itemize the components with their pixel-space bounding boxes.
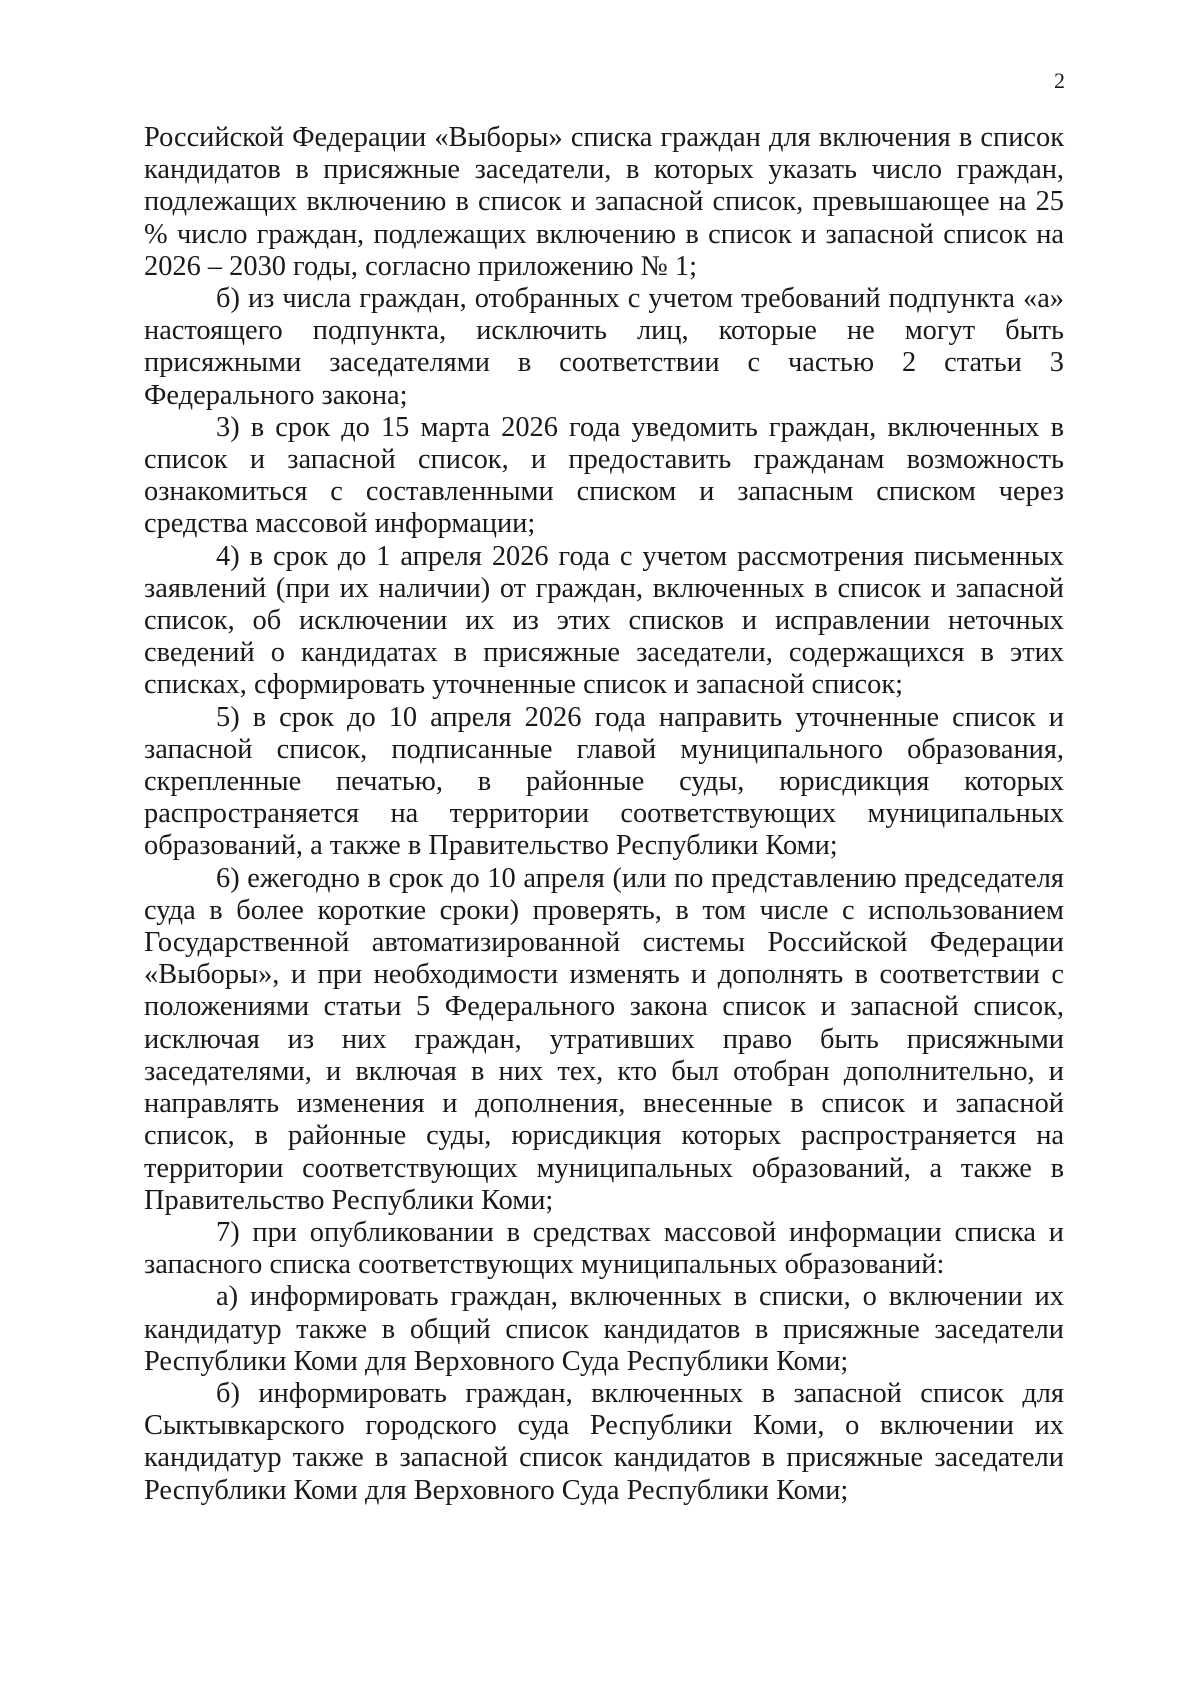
paragraph-item-4: 4) в срок до 1 апреля 2026 года с учетом рассмотрения письменных заявлений (при их наличии) от граждан, включенных в список и запасной список, об исключении их из этих списков и исправлении неточных сведений о кандидатах в присяжные заседатели, содержащихся в этих списках, сформировать уточненные список и запасной список; [144,540,1064,701]
paragraph-item-3: 3) в срок до 15 марта 2026 года уведомить граждан, включенных в список и запасной список, и предоставить гражданам возможность ознакомиться с составленными списком и запасным списком через средства массовой информации; [144,411,1064,540]
paragraph-item-7: 7) при опубликовании в средствах массовой информации списка и запасного списка соответствующих муниципальных образований: [144,1216,1064,1281]
paragraph-item-7-b: б) информировать граждан, включенных в запасной список для Сыктывкарского городского суда Республики Коми, о включении их кандидатур также в запасной список кандидатов в присяжные заседатели Республики Коми для Верховного Суда Республики Коми; [144,1377,1064,1506]
paragraph-item-5: 5) в срок до 10 апреля 2026 года направить уточненные список и запасной список, подписанные главой муниципального образования, скрепленные печатью, в районные суды, юрисдикция которых распространяется на территории соответствующих муниципальных образований, а также в Правительство Республики Коми; [144,701,1064,862]
paragraph-item-7-a: а) информировать граждан, включенных в списки, о включении их кандидатур также в общий список кандидатов в присяжные заседатели Республики Коми для Верховного Суда Республики Коми; [144,1281,1064,1377]
paragraph-item-6: 6) ежегодно в срок до 10 апреля (или по представлению председателя суда в более короткие сроки) проверять, в том числе с использованием Государственной автоматизированной системы Российской Федерации «Выборы», и при необходимости изменять и дополнять в соответствии с положениями статьи 5 Федерального закона список и запасной список, исключая из них граждан, утративших право быть присяжными заседателями, и включая в них тех, кто был отобран дополнительно, и направлять изменения и дополнения, внесенные в список и запасной список, в районные суды, юрисдикция которых распространяется на территории соответствующих муниципальных образований, а также в Правительство Республики Коми; [144,862,1064,1216]
page-number: 2 [1054,68,1065,93]
paragraph-subitem-b: б) из числа граждан, отобранных с учетом требований подпункта «а» настоящего подпункта, исключить лиц, которые не могут быть присяжными заседателями в соответствии с частью 2 статьи 3 Федерального закона; [144,283,1064,411]
document-body [144,122,1064,1507]
paragraph-continuation: Российской Федерации «Выборы» списка граждан для включения в список кандидатов в присяжные заседатели, в которых указать число граждан, подлежащих включению в список и запасной список, превышающее на 25 % число граждан, подлежащих включению в список и запасной список на 2026 – 2030 годы, согласно приложению № 1; [144,122,1064,282]
